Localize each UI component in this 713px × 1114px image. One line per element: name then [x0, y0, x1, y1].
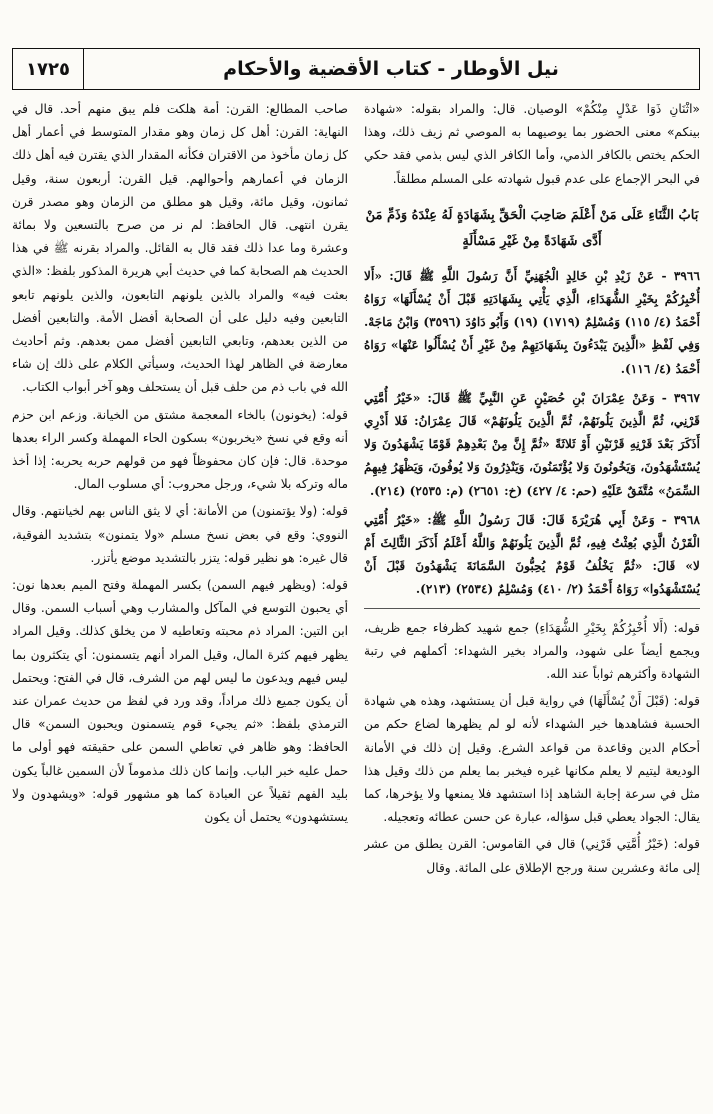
page-header: [12, 48, 700, 90]
paragraph: قوله: (قَبْلَ أَنْ يُسْأَلَهَا) في رواية قبل أن يستشهد، وهذه هي شهادة الحسبة فشاهدها خير الشهداء لأنه لو لم يظهرها لضاع حكم من أحكام الدين وقاعدة من قواعد الشرع. وقيل إن ذلك في الأمانة الوديعة ليتيم لا يعلم مكانها غيره فيخبر بما يعلم من ذلك وقيل هذا مثل في سرعة إجابة الشاهد إذا استشهد فلا يمنعها ولا يؤخرها، كما يقال: الجواد يعطي قبل سؤاله، عبارة عن حسن عطائه وتعجيله.: [364, 694, 700, 825]
hadith-3968: ٣٩٦٨ - وَعَنْ أَبِي هُرَيْرَةَ قَالَ: قَالَ رَسُولُ اللَّهِ ﷺ: «خَيْرُ أُمَّتِي الْقَرْنُ الَّذِي بُعِثْتُ فِيهِ، ثُمَّ الَّذِينَ يَلُونَهُمْ وَاللَّهُ أَعْلَمُ أَذَكَرَ الثَّالِثَ أَمْ لا» قَالَ: «ثُمَّ يَخْلُفُ قَوْمٌ يُحِبُّونَ السَّمَانَةَ يَشْهَدُونَ قَبْلَ أَنْ يُسْتَشْهَدُوا» رَوَاهُ أَحْمَدُ (٢/ ٤١٠) وَمُسْلِمٌ (٢٥٣٤) (٢١٣).: [364, 512, 700, 597]
paragraph: قوله: (ولا يؤتمنون) من الأمانة: أي لا يثق الناس بهم لخيانتهم. وقال النووي: وقع في بعض نسخ مسلم «ولا يتمنون» بتشديد الفوقية، قال غيره: هو نظير قوله: يتزر بالتشديد موضع يأتزر.: [12, 504, 348, 565]
chapter-title: بَابُ الثَّنَاءِ عَلَى مَنْ أَعْلَمَ صَاحِبَ الْحَقِّ بِشَهَادَةٍ لَهُ عِنْدَهُ وَذَمِّ مَنْ أَدَّى شَهَادَةً مِنْ غَيْرِ مَسْأَلَةٍ: [365, 207, 699, 249]
running-title: نيل الأوطار - كتاب الأقضية والأحكام: [223, 58, 559, 80]
paragraph: صاحب المطالع: القرن: أمة هلكت فلم يبق منهم أحد. قال في النهاية: القرن: أهل كل زمان وهو مقدار المتوسط في أعمار أهل كل زمان مأخوذ من الاقتران فكأنه المقدار الذي يقترن فيه أهل ذلك الزمان في أعمارهم وأحوالهم. قيل القرن: أربعون سنة، وقيل ثمانون، وقيل مائة، وقيل هو مطلق من الزمان وهو مصدر قرن يقرن انتهى. قال الحافظ: لم نر من صرح بالتسعين ولا بمائة وعشرة وما عدا ذلك فقد قال به القائل. والمراد بقرنه ﷺ في هذا الحديث هم الصحابة كما في حديث أبي هريرة المذكور بلفظ: «الذي بعثت فيه» والمراد بالذين يلونهم التابعون، والذين يلونهم تابعو التابعين وفيه دليل على أن الصحابة أفضل الأمة. والتابعين أفضل من الذين بعدهم، وتابعي التابعين أفضل ممن بعدهم. وثم أحاديث معارضة في الظاهر لهذا الحديث، وسيأتي الكلام على ذلك إن شاء الله في باب ذم من حلف قبل أن يستحلف وهو آخر أبواب الكتاب.: [12, 102, 348, 395]
paragraph: «اثْنَانِ ذَوَا عَدْلٍ مِنْكُمْ» الوصيان. قال: والمراد بقوله: «شهادة بينكم» معنى الحضور بما يوصيهما به الموصي ثم زيف ذلك، وهذا الحكم يختص بالكافر الذمي، وأما الكافر الذي ليس بذمي فقد حكي في البحر الإجماع على عدم قبول شهادته على المسلم مطلقاً.: [364, 102, 700, 186]
right-column: [364, 98, 700, 1108]
divider: [364, 608, 700, 609]
page-number: ١٧٢٥: [13, 49, 84, 89]
paragraph: قوله: (خَيْرُ أُمَّتِي قَرْنِي) قال في القاموس: القرن يطلق من عشر إلى مائة وعشرين سنة ورجح الإطلاق على المائة. وقال: [364, 837, 700, 875]
text-columns: [12, 98, 700, 1108]
left-column: [12, 98, 348, 1108]
paragraph: قوله: (ويظهر فيهم السمن) بكسر المهملة وفتح الميم بعدها نون: أي يحبون التوسع في المآكل والمشارب وهي أسباب السمن. وقال ابن التين: المراد ذم محبته وتعاطيه لا من يخلق كذلك. وقيل المراد يظهر فيهم كثرة المال، وقيل المراد أنهم يتسمنون: أي يتكثرون بما ليس فيهم ويدعون ما ليس لهم من الشرف، قال في الفتح: ويحتمل أن يكون جميع ذلك مراداً، وقد ورد في لفظ من حديث عمران عند الترمذي بلفظ: «ثم يجيء قوم يتسمنون ويحبون السمن» قال الحافظ: وهو ظاهر في تعاطي السمن على حقيقته فهو أولى ما حمل عليه خبر الباب. وإنما كان ذلك مذموماً لأن السمين غالباً يكون بليد الفهم ثقيلاً عن العبادة كما هو مشهور قوله: «ويشهدون ولا يستشهدون» يحتمل أن يكون: [12, 578, 348, 825]
hadith-3966: ٣٩٦٦ - عَنْ زَيْدِ بْنِ خَالِدٍ الْجُهَنِيِّ أَنَّ رَسُولَ اللَّهِ ﷺ قَالَ: «أَلا أُخْبِرُكُمْ بِخَيْرِ الشُّهَدَاءِ، الَّذِي يَأْتِي بِشَهَادَتِهِ قَبْلَ أَنْ يُسْأَلَهَا» رَوَاهُ أَحْمَدُ (٤/ ١١٥) وَمُسْلِمٌ (١٧١٩) (١٩) وَأَبُو دَاوُدَ (٣٥٩٦) وَابْنُ مَاجَهْ. وَفِي لَفْظِ «الَّذِينَ يَبْدَءُونَ بِشَهَادَتِهِمْ مِنْ غَيْرِ أَنْ يُسْأَلُوا عَنْهَا» رَوَاهُ أَحْمَدُ (٤/ ١١٦).: [364, 268, 700, 376]
paragraph: قوله: (يخونون) بالخاء المعجمة مشتق من الخيانة. وزعم ابن حزم أنه وقع في نسخ «يخربون» بسكون الحاء المهملة وكسر الراء بعدها موحدة. قال: فإن كان محفوظاً فهو من قولهم حربه يحربه: إذا أخذ ماله وتركه بلا شيء، ورجل محروب: أي مسلوب المال.: [12, 407, 348, 492]
hadith-3967: ٣٩٦٧ - وَعَنْ عِمْرَانَ بْنِ حُصَيْنٍ عَنِ النَّبِيِّ ﷺ قَالَ: «خَيْرُ أُمَّتِي قَرْنِي، ثُمَّ الَّذِينَ يَلُونَهُمْ، ثُمَّ الَّذِينَ يَلُونَهُمْ» قَالَ عِمْرَانُ: فَلا أَدْرِي أَذَكَرَ بَعْدَ قَرْنِهِ قَرْنَيْنِ أَوْ ثَلاثَةً «ثُمَّ إِنَّ مِنْ بَعْدِهِمْ قَوْمًا يَشْهَدُونَ وَلا يُسْتَشْهَدُونَ، وَيَخُونُونَ وَلا يُؤْتَمَنُونَ، وَيَنْذِرُونَ وَلا يُوفُونَ، وَيَظْهَرُ فِيهِمُ السِّمَنُ» مُتَّفَقٌ عَلَيْهِ (حم: ٤/ ٤٢٧) (خ: ٢٦٥١) (م: ٢٥٣٥) (٢١٤).: [364, 390, 700, 498]
paragraph: قوله: (أَلا أُخْبِرُكُمْ بِخَيْرِ الشُّهَدَاءِ) جمع شهيد كظرفاء جمع ظريف، ويجمع أيضاً على شهود، والمراد بخير الشهداء: أكملهم في رتبة الشهادة وأكثرهم ثواباً عند الله.: [364, 620, 700, 682]
